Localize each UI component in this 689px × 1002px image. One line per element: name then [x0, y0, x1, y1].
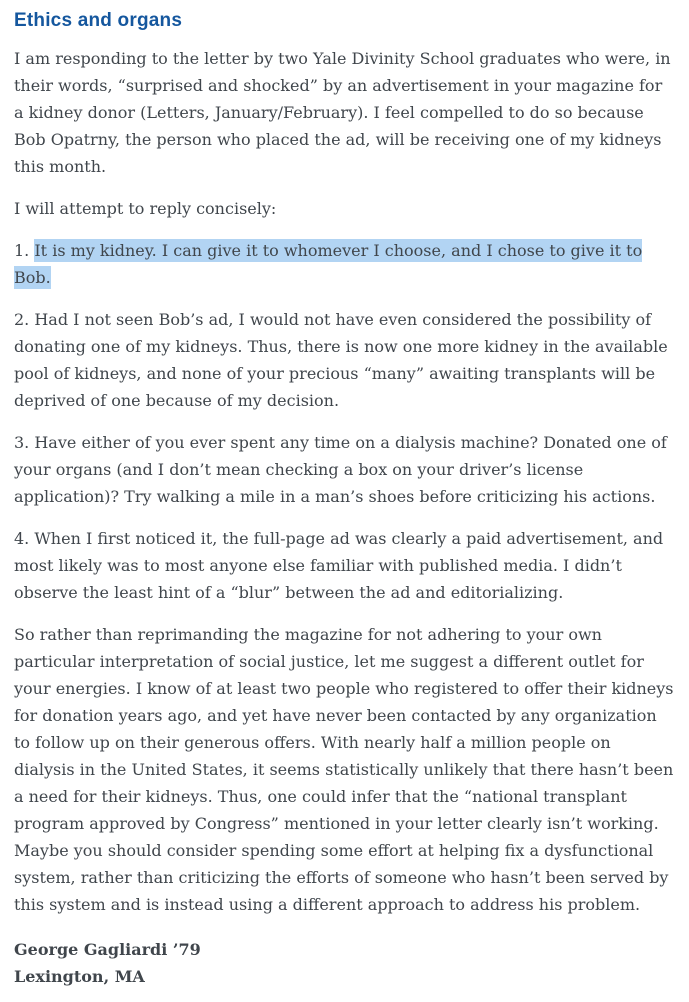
signature-block — [14, 936, 675, 990]
paragraph-closing: So rather than reprimanding the magazine for not adhering to your own particular interpretation of social justice, let me suggest a different outlet for your energies. I know of at least two people who registered to offer their kidneys for donation years ago, and yet have never been contacted by any organization to follow up on their generous offers. With nearly half a million people on dialysis in the United States, it seems statistically unlikely that there hasn’t been a need for their kidneys. Thus, one could infer that the “national transplant program approved by Congress” mentioned in your letter clearly isn’t working. Maybe you should consider spending some effort at helping fix a dysfunctional system, rather than criticizing the efforts of someone who hasn’t been served by this system and is instead using a different approach to address his problem. — [14, 625, 674, 914]
page-title: Ethics and organs — [14, 10, 183, 31]
highlighted-selection-text: It is my kidney. I can give it to whomever I choose, and I chose to give it to Bob. — [14, 241, 643, 287]
signature-name: George Gagliardi ’79 — [14, 940, 201, 959]
paragraph-point-1 — [14, 237, 675, 291]
paragraph-point-4: 4. When I first noticed it, the full-page ad was clearly a paid advertisement, and most likely was to most anyone else familiar with published media. I didn’t observe the least hint of a “blur” between the ad and editorializing. — [14, 529, 664, 602]
signature-location: Lexington, MA — [14, 967, 145, 986]
paragraph-point-2: 2. Had I not seen Bob’s ad, I would not have even considered the possibility of donating one of my kidneys. Thus, there is now one more kidney in the available pool of kidneys, and none of your precious “many” awaiting transplants will be deprived of one because of my decision. — [14, 310, 668, 410]
paragraph-point-3: 3. Have either of you ever spent any time on a dialysis machine? Donated one of your organs (and I don’t mean checking a box on your driver’s license application)? Try walking a mile in a man’s shoes before criticizing his actions. — [14, 433, 667, 506]
letter-body — [14, 45, 675, 918]
point-1-number: 1. — [14, 241, 35, 260]
paragraph-intro: I am responding to the letter by two Yale Divinity School graduates who were, in their words, “surprised and shocked” by an advertisement in your magazine for a kidney donor (Letters, January/February). I feel compelled to do so because Bob Opatrny, the person who placed the ad, will be receiving one of my kidneys this month. — [14, 49, 671, 176]
paragraph-reply-lead: I will attempt to reply concisely: — [14, 199, 277, 218]
